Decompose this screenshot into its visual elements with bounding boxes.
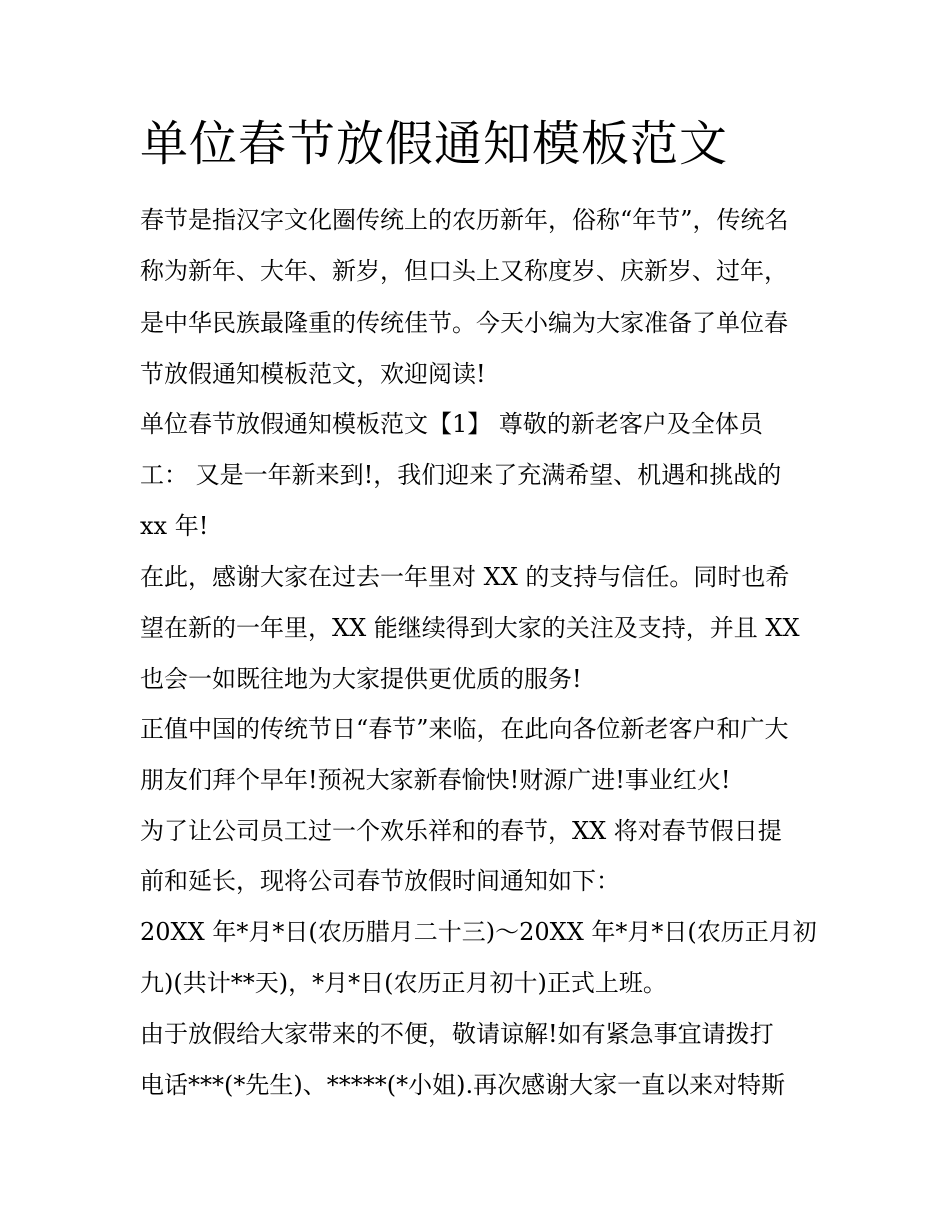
body-line: 也会一如既往地为大家提供更优质的服务! xyxy=(140,665,582,693)
document-title: 单位春节放假通知模板范文 xyxy=(140,116,729,172)
body-line: 是中华民族最隆重的传统佳节。今天小编为大家准备了单位春 xyxy=(140,309,788,337)
body-line: 20XX 年*月*日(农历腊月二十三)～20XX 年*月*日(农历正月初 xyxy=(140,918,817,946)
body-line: 节放假通知模板范文，欢迎阅读! xyxy=(140,360,486,388)
body-line: 朋友们拜个早年!预祝大家新春愉快!财源广进!事业红火! xyxy=(140,766,731,794)
body-line: 由于放假给大家带来的不便，敬请谅解!如有紧急事宜请拨打 xyxy=(140,1020,774,1048)
body-line: 称为新年、大年、新岁，但口头上又称度岁、庆新岁、过年， xyxy=(140,257,788,285)
body-line: 在此，感谢大家在过去一年里对 XX 的支持与信任。同时也希 xyxy=(140,563,790,591)
body-line: 望在新的一年里，XX 能继续得到大家的关注及支持，并且 XX xyxy=(140,614,800,642)
body-line: 为了让公司员工过一个欢乐祥和的春节，XX 将对春节假日提 xyxy=(140,817,782,845)
body-line: 工： 又是一年新来到!，我们迎来了充满希望、机遇和挑战的 xyxy=(140,461,782,489)
body-line: 电话***(*先生)、*****(*小姐).再次感谢大家一直以来对特斯 xyxy=(140,1071,786,1099)
body-line: 正值中国的传统节日“春节”来临，在此向各位新老客户和广大 xyxy=(140,715,789,743)
body-line: 单位春节放假通知模板范文【1】 尊敬的新老客户及全体员 xyxy=(140,410,763,438)
body-line: 九)(共计**天)，*月*日(农历正月初十)正式上班。 xyxy=(140,969,667,997)
body-line: xx 年! xyxy=(140,512,209,540)
body-line: 春节是指汉字文化圈传统上的农历新年，俗称“年节”，传统名 xyxy=(140,206,789,234)
body-line: 前和延长，现将公司春节放假时间通知如下： xyxy=(140,867,620,895)
